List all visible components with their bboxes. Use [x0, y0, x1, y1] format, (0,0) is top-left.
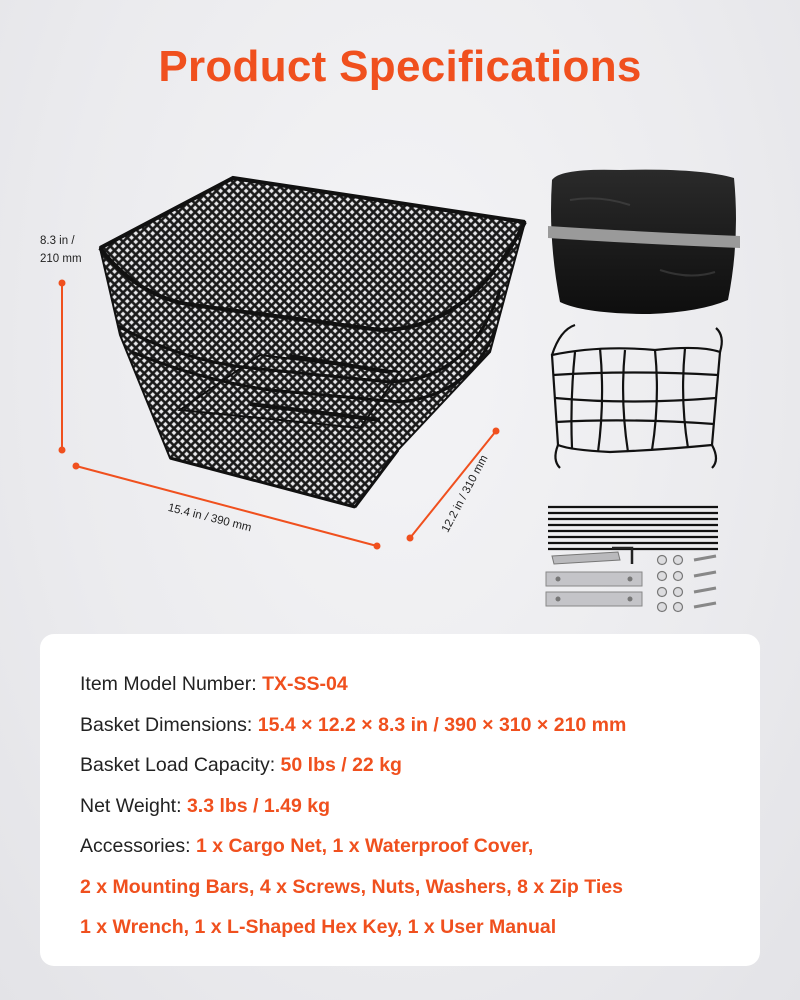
spec-label: Item Model Number: — [80, 673, 263, 695]
spec-value: TX-SS-04 — [262, 673, 348, 695]
spec-label: Accessories: — [80, 835, 196, 857]
page-title: Product Specifications — [158, 42, 642, 91]
spec-value: 50 lbs / 22 kg — [280, 754, 402, 776]
waterproof-cover-image — [548, 170, 740, 314]
spec-load-capacity — [80, 745, 740, 786]
spec-value: 15.4 × 12.2 × 8.3 in / 390 × 310 × 210 mm — [257, 713, 627, 736]
height-dimension-line — [59, 280, 66, 454]
spec-accessories-line2 — [80, 867, 740, 908]
spec-list — [80, 664, 740, 948]
spec-accessories — [80, 826, 740, 867]
spec-model — [80, 664, 740, 705]
mesh-basket — [100, 178, 525, 507]
hardware-kit-image — [546, 507, 718, 612]
height-dimension-label — [40, 233, 82, 269]
spec-label: Basket Dimensions: — [80, 713, 258, 736]
spec-net-weight — [80, 786, 740, 827]
spec-label: Net Weight: — [80, 794, 187, 817]
height-label-line1: 8.3 in / — [40, 235, 75, 247]
spec-value: 1 x Wrench, 1 x L-Shaped Hex Key, 1 x User Manual — [80, 916, 557, 938]
spec-value: 1 x Cargo Net, 1 x Waterproof Cover, — [195, 835, 534, 857]
width-dimension-label: 15.4 in / 390 mm — [166, 501, 253, 535]
spec-dimensions — [80, 705, 740, 746]
spec-value: 3.3 lbs / 1.49 kg — [186, 794, 331, 817]
spec-label: Basket Load Capacity: — [80, 754, 281, 776]
spec-accessories-line3 — [80, 907, 740, 948]
height-label-line2: 210 mm — [40, 252, 82, 265]
specifications-card — [40, 634, 760, 966]
spec-value: 2 x Mounting Bars, 4 x Screws, Nuts, Washers, 8 x Zip Ties — [80, 875, 623, 898]
cargo-net-image — [552, 325, 722, 468]
depth-dimension-label: 12.2 in / 310 mm — [439, 453, 491, 535]
